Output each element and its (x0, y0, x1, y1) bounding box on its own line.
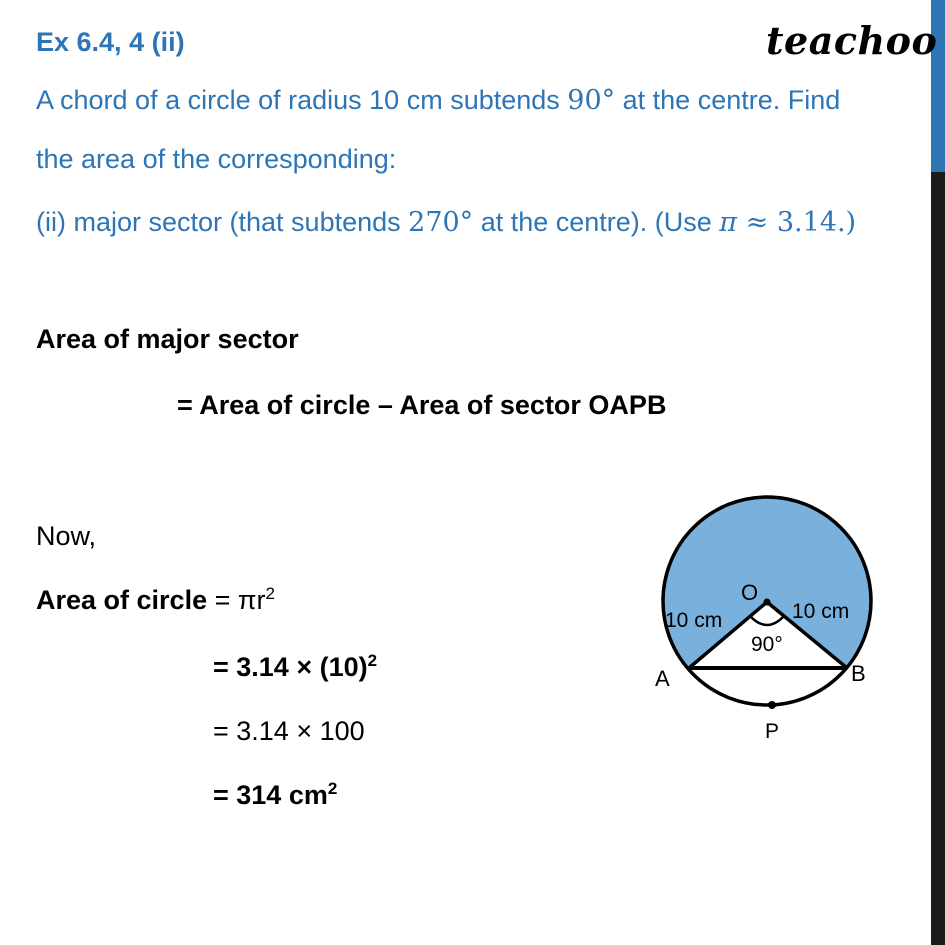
label-p: P (765, 720, 780, 743)
label-radius-left: 10 cm (665, 609, 723, 632)
label-a: A (655, 666, 670, 691)
question-angle: 270° (408, 207, 474, 238)
question-text: at the centre. Find (615, 85, 841, 115)
teachoo-logo: teachoo (766, 18, 938, 63)
label-b: B (851, 661, 866, 686)
solution-heading: Area of major sector (36, 324, 299, 354)
exponent: 2 (265, 584, 275, 603)
now-text: Now, (36, 521, 97, 551)
question-line-2: the area of the corresponding: (36, 144, 397, 174)
label-angle: 90° (751, 633, 783, 656)
step-1-text: = 3.14 × (10) (213, 652, 368, 682)
pi-symbol: π (719, 207, 738, 238)
pi-approx: ≈ 3.14.) (737, 207, 857, 238)
question-angle: 90° (567, 85, 616, 116)
center-point (764, 599, 771, 606)
question-text: (ii) major sector (that subtends (36, 207, 409, 237)
step-3-text: = 314 cm (213, 780, 328, 810)
label-o: O (741, 580, 759, 605)
angle-arc (750, 616, 784, 625)
label-radius-right: 10 cm (792, 600, 850, 623)
circle-area-label: Area of circle (36, 585, 208, 615)
circle-area-eq: = πr (207, 585, 266, 615)
exponent: 2 (367, 651, 378, 670)
step-2: = 3.14 × 100 (213, 716, 365, 746)
exponent: 2 (327, 779, 338, 798)
point-p (768, 701, 776, 709)
exercise-title: Ex 6.4, 4 (ii) (36, 27, 185, 57)
question-text: at the centre). (Use (473, 207, 720, 237)
question-text: A chord of a circle of radius 10 cm subtends (36, 85, 568, 115)
solution-formula: = Area of circle – Area of sector OAPB (177, 390, 667, 420)
